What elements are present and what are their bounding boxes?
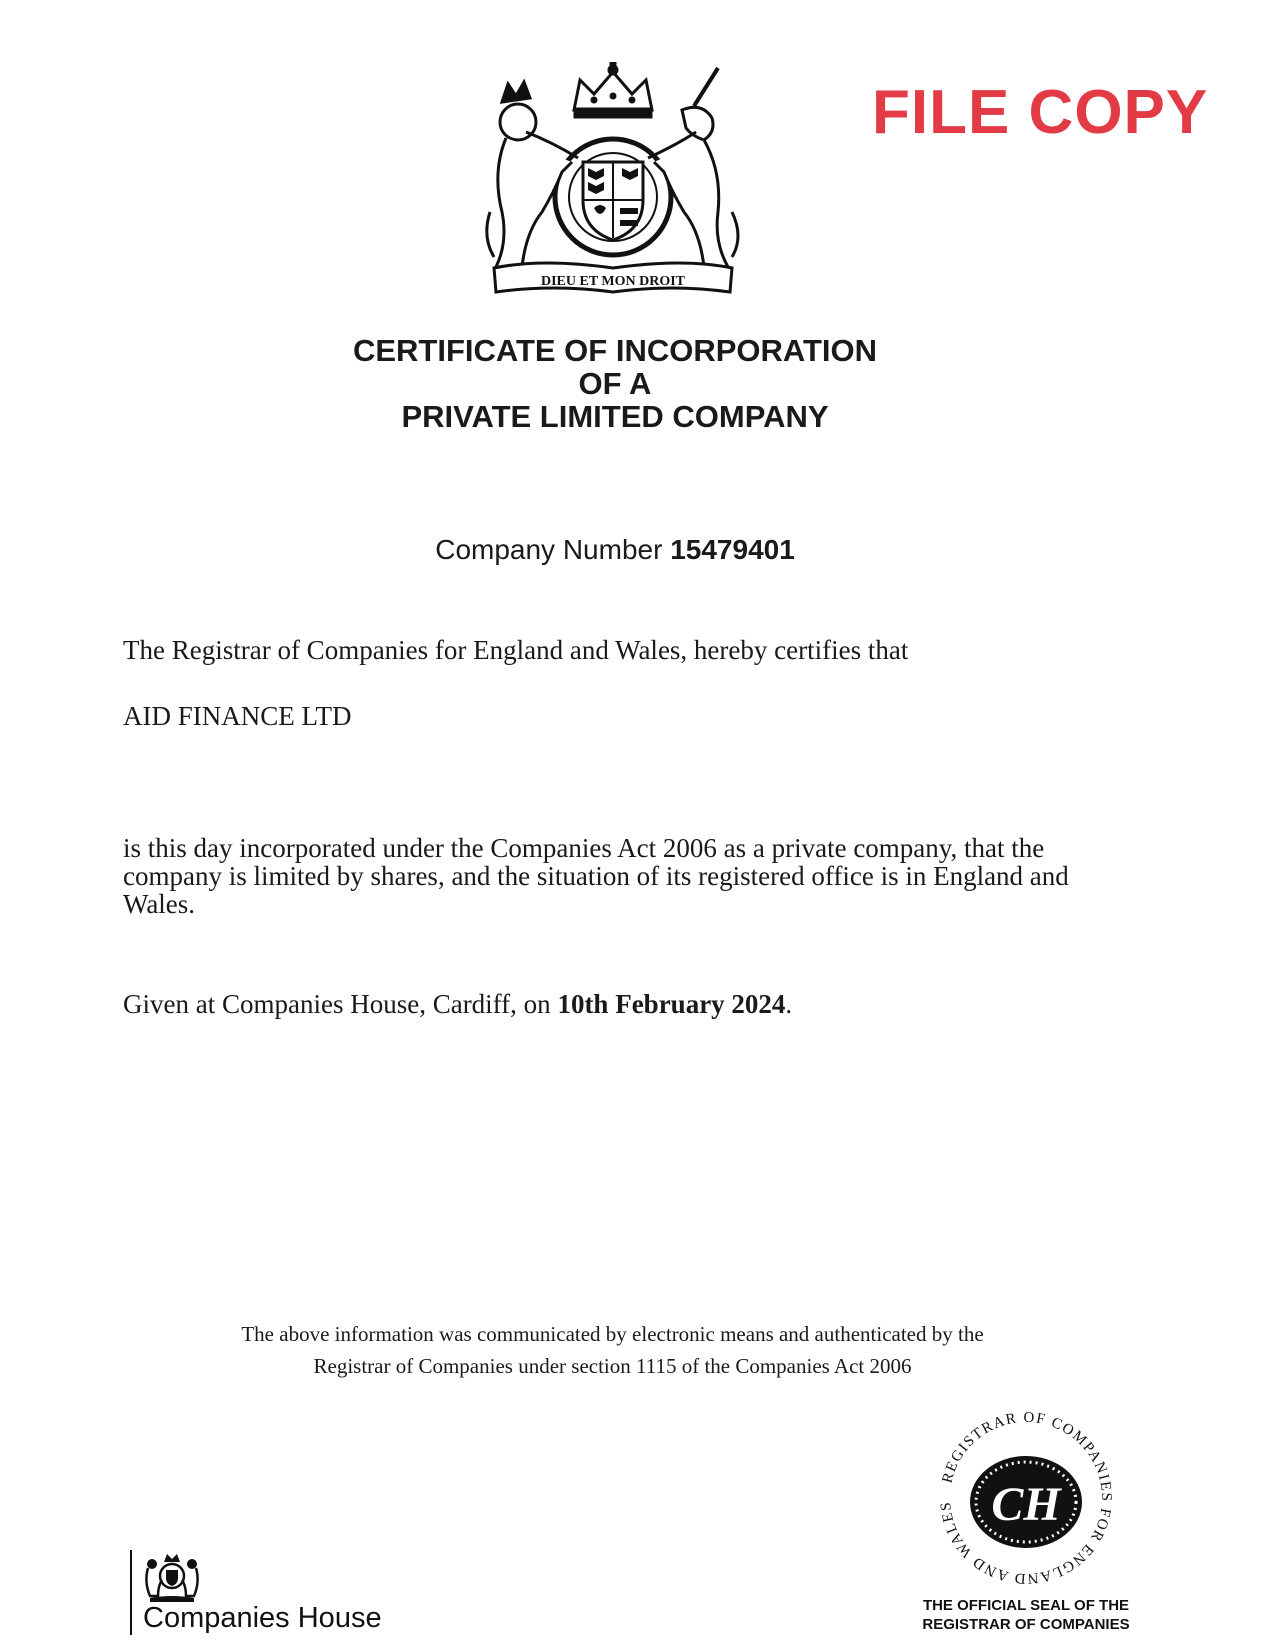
- title-line-1: CERTIFICATE OF INCORPORATION: [352, 333, 878, 368]
- company-number-label: Company Number: [435, 534, 663, 565]
- title-line-3: PRIVATE LIMITED COMPANY: [401, 399, 829, 434]
- seal-caption-line-2: REGISTRAR OF COMPANIES: [922, 1616, 1130, 1633]
- authentication-note: [0, 1318, 1225, 1382]
- auth-note-line-1: The above information was communicated by electronic means and authenticated by the: [241, 1322, 984, 1346]
- incorporation-date: 10th February 2024: [557, 989, 786, 1019]
- logo-divider: [130, 1550, 132, 1635]
- seal-caption: [900, 1596, 1152, 1634]
- certifies-statement: The Registrar of Companies for England and Wales, hereby certifies that: [123, 635, 909, 665]
- crown-icon: [574, 62, 652, 118]
- incorporation-statement: is this day incorporated under the Companies Act 2006 as a private company, that the company is limited by shares, and the situation of its registered office is in England and Wales.: [123, 833, 1069, 919]
- company-name: AID FINANCE LTD: [123, 701, 352, 731]
- given-prefix: Given at Companies House, Cardiff, on: [123, 989, 551, 1019]
- companies-house-logo-text: Companies House: [143, 1602, 382, 1634]
- title-line-2: OF A: [578, 366, 652, 401]
- file-copy-stamp: FILE COPY: [872, 78, 1209, 147]
- given-suffix: .: [785, 989, 793, 1019]
- royal-coat-of-arms-emblem: [482, 62, 744, 294]
- crest-icon: [142, 1552, 202, 1602]
- emblem-motto: DIEU ET MON DROIT: [540, 274, 686, 289]
- seal-ring-text: REGISTRAR OF COMPANIES FOR ENGLAND AND WALES: [938, 1410, 1114, 1586]
- given-at-statement: [123, 990, 792, 1018]
- seal-caption-line-1: THE OFFICIAL SEAL OF THE: [922, 1597, 1130, 1614]
- unicorn-icon: [648, 68, 738, 267]
- company-number-line: [0, 534, 1230, 566]
- company-number-value: 15479401: [670, 534, 795, 565]
- auth-note-line-2: Registrar of Companies under section 1115 of the Companies Act 2006: [313, 1354, 912, 1378]
- registrar-seal: [938, 1410, 1114, 1586]
- certificate-title: [0, 334, 1230, 433]
- seal-monogram: CH: [991, 1478, 1061, 1531]
- motto-scroll: [494, 263, 732, 292]
